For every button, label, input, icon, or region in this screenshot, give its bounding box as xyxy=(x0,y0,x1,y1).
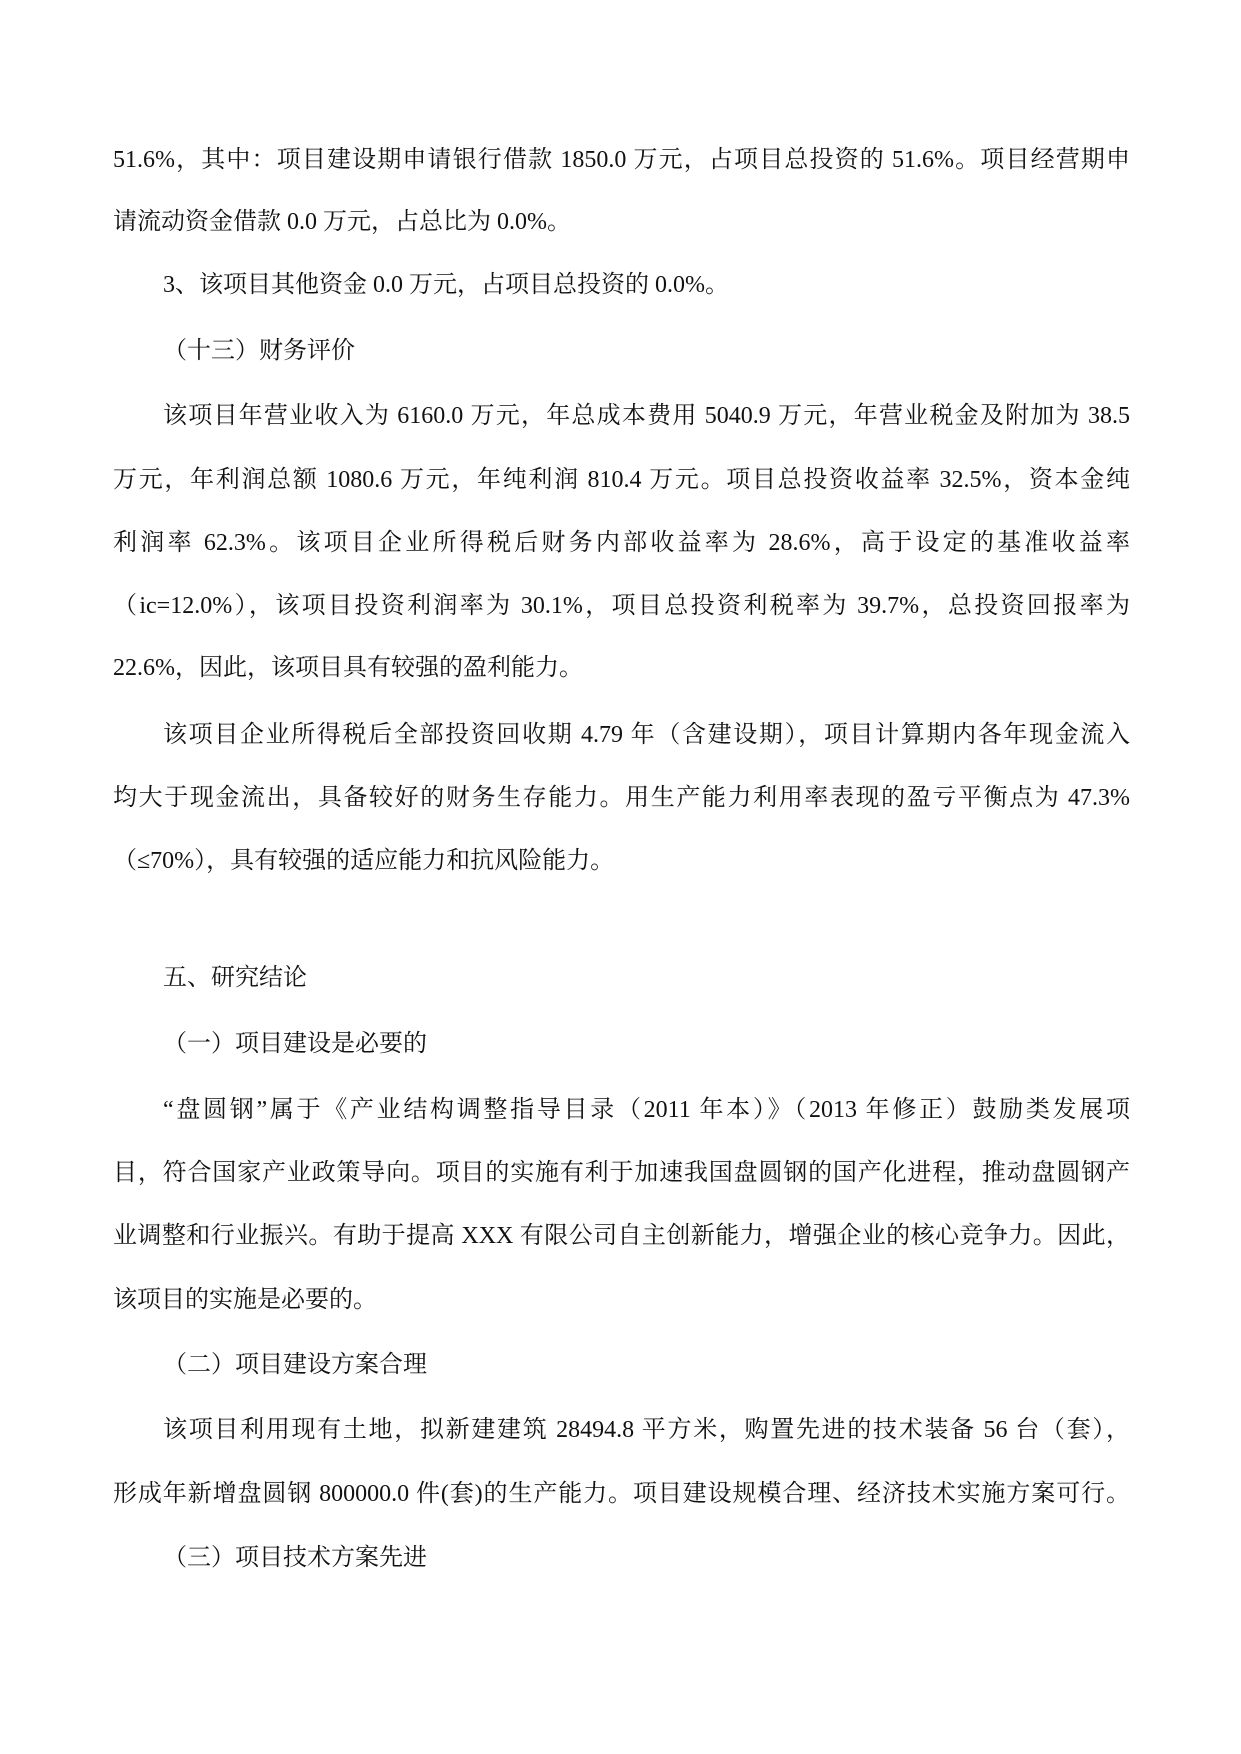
paragraph-line: 该项目的实施是必要的。 xyxy=(113,1287,377,1313)
paragraph-line: 均大于现金流出，具备较好的财务生存能力。用生产能力利用率表现的盈亏平衡点为 47.3% xyxy=(113,785,1130,811)
paragraph-line: 目，符合国家产业政策导向。项目的实施有利于加速我国盘圆钢的国产化进程，推动盘圆钢产 xyxy=(113,1160,1130,1186)
paragraph-line: 形成年新增盘圆钢 800000.0 件(套)的生产能力。项目建设规模合理、经济技术实施方案可行。 xyxy=(113,1481,1130,1507)
paragraph-line: 3、该项目其他资金 0.0 万元，占项目总投资的 0.0%。 xyxy=(163,272,729,298)
paragraph-line: （≤70%），具有较强的适应能力和抗风险能力。 xyxy=(113,848,615,874)
paragraph-line: 万元，年利润总额 1080.6 万元，年纯利润 810.4 万元。项目总投资收益率 32.5%，资本金纯 xyxy=(113,467,1130,493)
paragraph-line: 51.6%，其中：项目建设期申请银行借款 1850.0 万元，占项目总投资的 51.6%。项目经营期申 xyxy=(113,147,1130,173)
section-heading: （十三）财务评价 xyxy=(163,338,355,364)
section-heading: 五、研究结论 xyxy=(163,965,307,991)
paragraph-line: 该项目年营业收入为 6160.0 万元，年总成本费用 5040.9 万元，年营业税金及附加为 38.5 xyxy=(163,403,1130,429)
paragraph-line: “盘圆钢”属于《产业结构调整指导目录（2011 年本）》（2013 年修正）鼓励类发展项 xyxy=(163,1097,1130,1123)
paragraph-line: （ic=12.0%），该项目投资利润率为 30.1%，项目总投资利税率为 39.7%，总投资回报率为 xyxy=(113,593,1130,619)
subsection-heading: （三）项目技术方案先进 xyxy=(163,1545,427,1571)
paragraph-line: 业调整和行业振兴。有助于提高 XXX 有限公司自主创新能力，增强企业的核心竞争力。因此， xyxy=(113,1223,1130,1249)
paragraph-line: 22.6%，因此，该项目具有较强的盈利能力。 xyxy=(113,655,583,681)
subsection-heading: （一）项目建设是必要的 xyxy=(163,1031,427,1057)
paragraph-line: 该项目企业所得税后全部投资回收期 4.79 年（含建设期），项目计算期内各年现金流入 xyxy=(163,722,1130,748)
paragraph-line: 该项目利用现有土地，拟新建建筑 28494.8 平方米，购置先进的技术装备 56 台（套）， xyxy=(163,1417,1130,1443)
subsection-heading: （二）项目建设方案合理 xyxy=(163,1352,427,1378)
paragraph-line: 利润率 62.3%。该项目企业所得税后财务内部收益率为 28.6%，高于设定的基准收益率 xyxy=(113,530,1130,556)
paragraph-line: 请流动资金借款 0.0 万元，占总比为 0.0%。 xyxy=(113,209,571,235)
